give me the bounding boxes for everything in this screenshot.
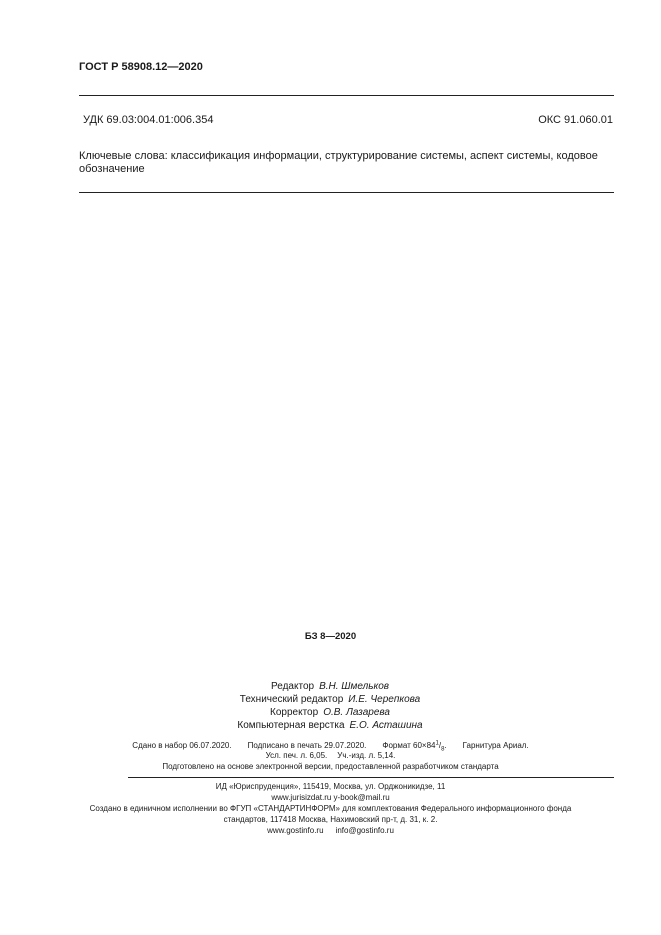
credit-row-corrector xyxy=(200,706,460,719)
credit-role: Корректор xyxy=(270,707,319,718)
credit-name: В.Н. Шмельков xyxy=(319,681,389,692)
oks-code: ОКС 91.060.01 xyxy=(538,114,613,126)
udk-code: УДК 69.03:004.01:006.354 xyxy=(83,114,214,126)
credit-name: Е.О. Асташина xyxy=(349,720,423,731)
divider-keywords xyxy=(79,192,614,193)
producer-email-link[interactable]: info@gostinfo.ru xyxy=(335,826,394,835)
paper-format: Формат $60\times 84^1/_8$. xyxy=(382,740,447,753)
producer-website-link[interactable]: www.gostinfo.ru xyxy=(267,826,324,835)
typeface: Гарнитура Ариал. xyxy=(462,740,529,750)
producer-line-2: стандартов, 117418 Москва, Нахимовский пр-т, д. 31, к. 2. xyxy=(223,815,438,824)
divider-top xyxy=(79,95,614,96)
credit-name: И.Е. Черепкова xyxy=(348,694,421,705)
credit-role: Компьютерная верстка xyxy=(237,720,345,731)
producer-line-1: Создано в единичном исполнении во ФГУП «СТАНДАРТИНФОРМ» для комплектования Федерального информационного фонда xyxy=(89,804,572,813)
signed-date: Подписано в печать 29.07.2020. xyxy=(247,740,367,750)
credit-row-editor xyxy=(200,680,460,693)
sent-date: Сдано в набор 06.07.2020. xyxy=(132,740,232,750)
credits-block xyxy=(200,680,460,732)
conventional-sheets: Усл. печ. л. 6,05. xyxy=(265,751,328,760)
publishing-sheets: Уч.-изд. л. 5,14. xyxy=(337,751,396,760)
credit-role: Технический редактор xyxy=(239,694,344,705)
publisher-address: ИД «Юриспруденция», 115419, Москва, ул. Орджоникидзе, 11 xyxy=(215,782,446,791)
publisher-contacts: www.jurisizdat.ru y-book@mail.ru xyxy=(271,793,390,802)
producer-contacts xyxy=(0,826,661,835)
credit-name: О.В. Лазарева xyxy=(323,707,390,718)
bz-number: БЗ 8—2020 xyxy=(304,631,357,642)
keywords: Ключевые слова: классификация информации, структурирование системы, аспект системы, кодовое обозначение xyxy=(79,150,598,175)
credit-row-tech-editor xyxy=(200,693,460,706)
standard-designation: ГОСТ Р 58908.12—2020 xyxy=(79,61,203,73)
credit-role: Редактор xyxy=(271,681,315,692)
divider-publisher xyxy=(128,777,614,778)
sheets-row xyxy=(0,751,661,760)
credit-row-layout xyxy=(200,719,460,732)
basis-note: Подготовлено на основе электронной версии, предоставленной разработчиком стандарта xyxy=(162,762,499,771)
